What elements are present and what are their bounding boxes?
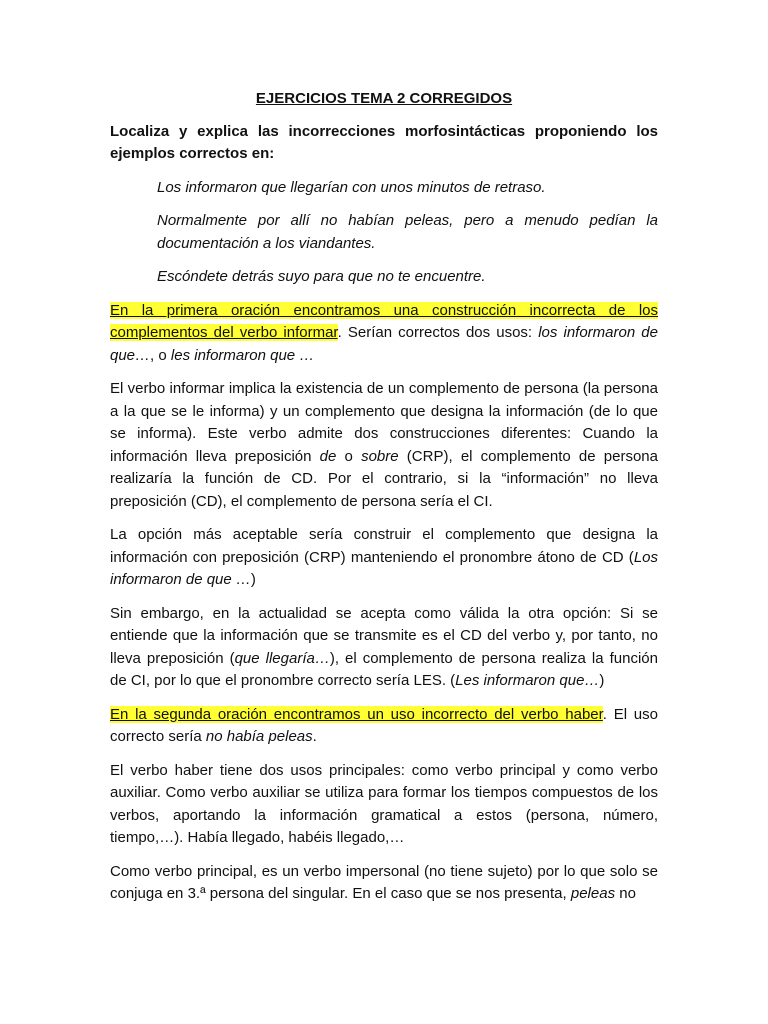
highlighted-statement: En la segunda oración encontramos un uso incorrecto del verbo haber — [110, 705, 603, 723]
example-sentence-1: Los informaron que llegarían con unos minutos de retraso. — [157, 178, 546, 196]
paragraph-second-sentence — [110, 704, 658, 749]
text-run: Como verbo principal, es un verbo impersonal (no tiene sujeto) por lo que solo se conjuga en 3.ª persona del singular. En el caso que se nos presenta, — [110, 862, 658, 902]
italic-example: los informaron de que… — [110, 324, 658, 364]
text-run: El verbo informar implica la existencia de un complemento de persona (la persona a la que se le informa) y un complemento que designa la información (de lo que se informa). Este verbo admite dos construcciones diferentes: Cuando la información lleva preposición — [110, 380, 658, 465]
paragraph-haber-impersonal — [110, 861, 658, 906]
paragraph-alternative-option — [110, 603, 658, 693]
italic-word: peleas — [570, 885, 616, 902]
text-run: o — [336, 447, 362, 465]
text-run: ) — [599, 672, 605, 689]
paragraph-preferred-option — [110, 524, 658, 592]
italic-example: no había peleas — [205, 728, 313, 745]
text-run: La opción más aceptable sería construir el complemento que designa la información con preposición (CRP) manteniendo el pronombre átono de CD ( — [110, 526, 658, 566]
text-run: . El uso correcto sería — [110, 705, 658, 745]
italic-example: Los informaron de que … — [110, 548, 658, 588]
text-run: . Serían correctos dos usos: — [337, 324, 539, 341]
text-run: ), el complemento de persona realiza la función de CI, por lo que el pronombre correcto sería LES. ( — [110, 649, 658, 689]
highlighted-statement: En la primera oración encontramos una construcción incorrecta de los complementos del verbo informar — [110, 301, 658, 341]
paragraph-informar-explanation — [110, 378, 658, 513]
italic-word: de — [319, 447, 337, 465]
text-run: ) — [250, 571, 256, 588]
exercise-instruction: Localiza y explica las incorrecciones morfosintácticas proponiendo los ejemplos correctos en: — [110, 122, 658, 162]
text-run: Sin embargo, en la actualidad se acepta como válida la otra opción: Si se entiende que la información que se transmite es el CD del verbo y, por tanto, no lleva preposición ( — [110, 604, 658, 667]
text-run: (CRP), el complemento de persona realizaría la función de CD. Por el contrario, si la “información” no lleva preposición (CD), el complemento de persona sería el CI. — [110, 447, 658, 510]
italic-example: que llegaría… — [234, 649, 330, 667]
italic-example: Les informaron que… — [455, 672, 600, 689]
italic-word: sobre — [361, 447, 399, 465]
text-run: , o — [150, 346, 171, 364]
text-run: . — [312, 728, 317, 745]
document-page — [110, 88, 658, 917]
paragraph-haber-uses: El verbo haber tiene dos usos principales: como verbo principal y como verbo auxiliar. Como verbo auxiliar se utiliza para formar los tiempos compuestos de los verbos, aportando la información gramatical a estos (persona, número, tiempo,…). Había llegado, habéis llegado,… — [110, 761, 658, 846]
example-sentence-2: Normalmente por allí no habían peleas, pero a menudo pedían la documentación a los viandantes. — [157, 212, 658, 252]
document-title: EJERCICIOS TEMA 2 CORREGIDOS — [255, 90, 513, 107]
paragraph-first-sentence — [110, 300, 658, 368]
example-sentence-3: Escóndete detrás suyo para que no te encuentre. — [157, 268, 486, 285]
italic-example: les informaron que … — [170, 346, 315, 364]
text-run: no — [615, 885, 636, 902]
